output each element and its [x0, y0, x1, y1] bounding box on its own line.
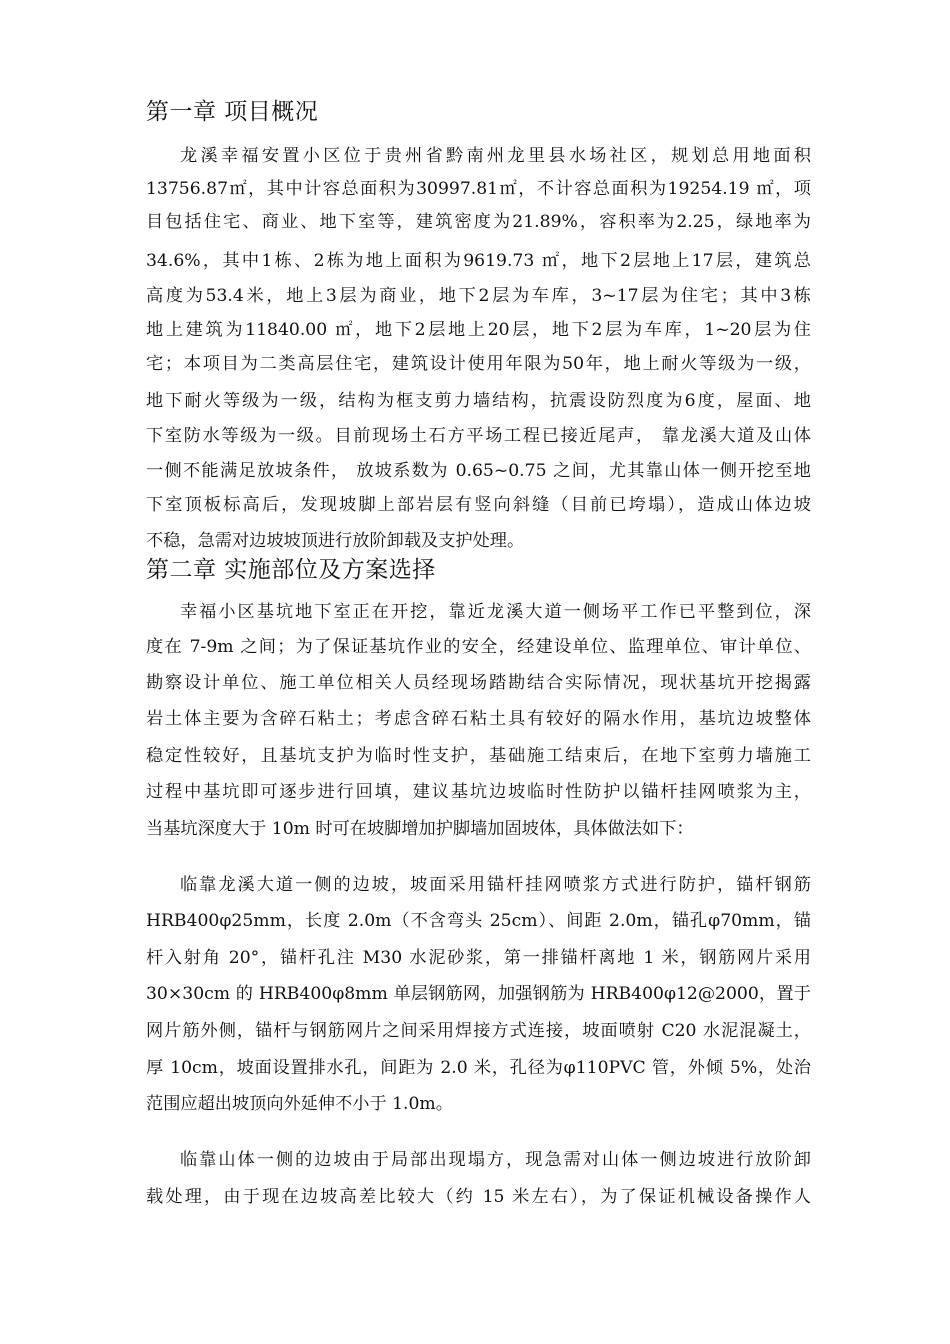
paragraph-line: 不稳，急需对边坡坡顶进行放阶卸载及支护处理。 [146, 531, 525, 551]
paragraph-line: 34.6%，其中1栋、2栋为地上面积为9619.73 ㎡，地下2层地上17层，建筑总 [146, 251, 811, 271]
paragraph-line: 目包括住宅、商业、地下室等，建筑密度为21.89%，容积率为2.25，绿地率为 [146, 212, 811, 232]
paragraph-line: 杆入射角 20°，锚杆孔注 M30 水泥砂浆，第一排锚杆离地 1 米，钢筋网片采用 [146, 948, 811, 968]
paragraph-line: 过程中基坑即可逐步进行回填，建议基坑边坡临时性防护以锚杆挂网喷浆为主， [146, 782, 811, 802]
paragraph-line: 岩土体主要为含碎石粘土；考虑含碎石粘土具有较好的隔水作用，基坑边坡整体 [146, 709, 811, 729]
paragraph-line: 临靠龙溪大道一侧的边坡，坡面采用锚杆挂网喷浆方式进行防护，锚杆钢筋 [180, 875, 811, 895]
chapter-2-heading: 第二章 实施部位及方案选择 [146, 557, 436, 583]
paragraph-line: 幸福小区基坑地下室正在开挖，靠近龙溪大道一侧场平工作已平整到位，深 [180, 602, 811, 622]
paragraph-line: 下室顶板标高后，发现坡脚上部岩层有竖向斜缝（目前已垮塌），造成山体边坡 [146, 495, 811, 515]
paragraph-line: 地上建筑为11840.00 ㎡，地下2层地上20层，地下2层为车库，1~20层为住 [146, 320, 811, 340]
paragraph-line: HRB400φ25mm，长度 2.0m（不含弯头 25cm）、间距 2.0m，锚孔φ70mm，锚 [146, 911, 811, 931]
paragraph-line: 13756.87㎡，其中计容总面积为30997.81㎡，不计容总面积为19254.19 ㎡，项 [146, 179, 811, 199]
paragraph-line: 勘察设计单位、施工单位相关人员经现场踏勘结合实际情况，现状基坑开挖揭露 [146, 673, 811, 693]
paragraph-line: 厚 10cm，坡面设置排水孔，间距为 2.0 米，孔径为φ110PVC 管，外倾 5%，处治 [146, 1058, 811, 1078]
paragraph-line: 度在 7-9m 之间；为了保证基坑作业的安全，经建设单位、监理单位、审计单位、 [146, 637, 811, 657]
chapter-1-heading: 第一章 项目概况 [146, 99, 319, 125]
paragraph-line: 稳定性较好，且基坑支护为临时性支护，基础施工结束后，在地下室剪力墙施工 [146, 746, 811, 766]
paragraph-line: 高度为53.4米，地上3层为商业，地下2层为车库，3~17层为住宅；其中3栋 [146, 286, 811, 306]
paragraph-line: 一侧不能满足放坡条件， 放坡系数为 0.65~0.75 之间，尤其靠山体一侧开挖至地 [146, 461, 811, 481]
paragraph-line: 地下耐火等级为一级，结构为框支剪力墙结构，抗震设防烈度为6度，屋面、地 [146, 391, 811, 411]
paragraph-line: 龙溪幸福安置小区位于贵州省黔南州龙里县水场社区，规划总用地面积 [180, 146, 811, 166]
paragraph-line: 下室防水等级为一级。目前现场土石方平场工程已接近尾声， 靠龙溪大道及山体 [146, 426, 811, 446]
paragraph-line: 临靠山体一侧的边坡由于局部出现塌方，现急需对山体一侧边坡进行放阶卸 [180, 1150, 811, 1170]
paragraph-line: 范围应超出坡顶向外延伸不小于 1.0m。 [146, 1094, 453, 1114]
paragraph-line: 网片筋外侧，锚杆与钢筋网片之间采用焊接方式连接，坡面喷射 C20 水泥混凝土， [146, 1021, 811, 1041]
paragraph-line: 当基坑深度大于 10m 时可在坡脚增加护脚墙加固坡体，具体做法如下： [146, 819, 694, 839]
paragraph-line: 30×30cm 的 HRB400φ8mm 单层钢筋网，加强钢筋为 HRB400φ12@2000，置于 [146, 984, 811, 1004]
paragraph-line: 载处理，由于现在边坡高差比较大（约 15 米左右），为了保证机械设备操作人 [146, 1187, 811, 1207]
paragraph-line: 宅；本项目为二类高层住宅，建筑设计使用年限为50年，地上耐火等级为一级， [146, 354, 811, 374]
